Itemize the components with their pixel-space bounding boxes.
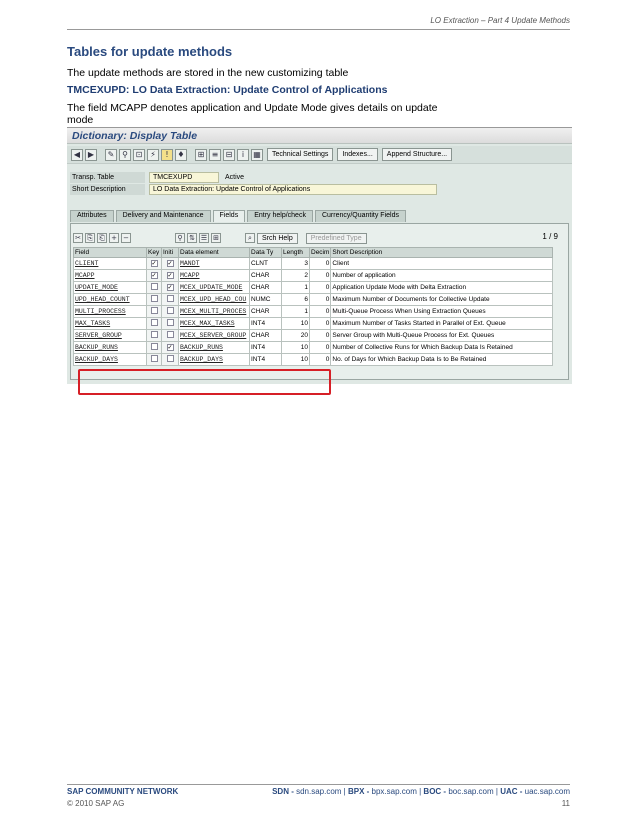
section-title: Tables for update methods (67, 44, 233, 59)
decimals-cell[interactable]: 0 (310, 282, 331, 294)
check-icon[interactable]: ⚡ (147, 149, 159, 161)
tab-fields[interactable]: Fields (213, 210, 246, 222)
copy-icon[interactable]: ⎘ (85, 233, 95, 243)
key-checkbox (147, 282, 162, 294)
table-row[interactable] (74, 294, 553, 306)
length-cell[interactable]: 20 (282, 330, 310, 342)
bpx-link[interactable]: bpx.sap.com | (369, 787, 424, 796)
key-checkbox-box[interactable] (151, 331, 158, 338)
table-row[interactable] (74, 330, 553, 342)
decimals-cell[interactable]: 0 (310, 270, 331, 282)
highlight-box (78, 369, 331, 395)
short-description-field[interactable]: LO Data Extraction: Update Control of Applications (149, 184, 437, 195)
field-name-cell[interactable]: MULTI_PROCESS (74, 306, 147, 318)
table-row[interactable] (74, 342, 553, 354)
activate-object-icon[interactable]: ♦ (175, 149, 187, 161)
technical-settings-button[interactable]: Technical Settings (267, 148, 333, 161)
data-element-cell[interactable]: MCEX_UPD_HEAD_COU (179, 294, 250, 306)
key-checkbox (147, 318, 162, 330)
initial-checkbox (162, 330, 179, 342)
short-description-cell[interactable]: Application Update Mode with Delta Extraction (331, 282, 553, 294)
footer-divider (67, 784, 570, 785)
filter-icon[interactable]: ⚲ (175, 233, 185, 243)
table-row[interactable] (74, 258, 553, 270)
data-element-cell[interactable]: MCEX_MAX_TASKS (179, 318, 250, 330)
field-name-cell[interactable]: UPDATE_MODE (74, 282, 147, 294)
length-cell[interactable]: 3 (282, 258, 310, 270)
short-description-cell[interactable]: Multi-Queue Process When Using Extraction Queues (331, 306, 553, 318)
table-row[interactable] (74, 306, 553, 318)
initial-checkbox-box[interactable] (167, 331, 174, 338)
table-row[interactable] (74, 354, 553, 366)
data-element-cell[interactable]: MCEX_SERVER_GROUP (179, 330, 250, 342)
decimals-cell[interactable]: 0 (310, 258, 331, 270)
initial-checkbox-box[interactable]: ✓ (167, 345, 173, 351)
initial-checkbox (162, 270, 179, 282)
boc-link[interactable]: boc.sap.com | (446, 787, 501, 796)
tab-delivery-maintenance[interactable]: Delivery and Maintenance (116, 210, 211, 222)
object-list-icon[interactable]: ≡ (209, 149, 221, 161)
short-description-cell[interactable]: Server Group with Multi-Queue Process for Ext. Queues (331, 330, 553, 342)
transp-table-field[interactable]: TMCEXUPD (149, 172, 219, 183)
field-name-cell[interactable]: MCAPP (74, 270, 147, 282)
key-checkbox (147, 342, 162, 354)
boc-label: BOC - (423, 787, 447, 796)
initial-checkbox-box[interactable]: ✓ (167, 273, 173, 279)
field-name-cell[interactable]: BACKUP_DAYS (74, 354, 147, 366)
decimals-cell[interactable]: 0 (310, 342, 331, 354)
data-type-cell[interactable]: NUMC (250, 294, 282, 306)
details-icon[interactable]: ☰ (200, 234, 208, 242)
short-description-cell[interactable]: Client (331, 258, 553, 270)
length-cell[interactable]: 1 (282, 306, 310, 318)
key-checkbox-box[interactable] (151, 307, 158, 314)
short-description-cell[interactable]: Number of application (331, 270, 553, 282)
table-contents-icon[interactable]: ▦ (251, 149, 263, 161)
fields-table (73, 247, 553, 366)
where-used-icon[interactable]: ⊞ (195, 149, 207, 161)
data-type-cell[interactable]: CLNT (250, 258, 282, 270)
hierarchy-icon[interactable]: ⊟ (223, 149, 235, 161)
forward-icon[interactable]: ▶ (85, 149, 97, 161)
data-type-cell[interactable]: INT4 (250, 342, 282, 354)
column-header-field[interactable]: Field (74, 248, 147, 258)
key-checkbox-box[interactable] (151, 319, 158, 326)
data-element-cell[interactable]: BACKUP_RUNS (179, 342, 250, 354)
info-icon[interactable]: i (237, 149, 249, 161)
table-row[interactable] (74, 318, 553, 330)
back-icon[interactable]: ◀ (71, 149, 83, 161)
table-subheading: TMCEXUPD: LO Data Extraction: Update Control of Applications (67, 84, 388, 96)
indexes-button[interactable]: Indexes... (337, 148, 377, 161)
footer-network: SAP COMMUNITY NETWORK (67, 787, 179, 796)
data-element-cell[interactable]: MANDT (179, 258, 250, 270)
key-checkbox (147, 258, 162, 270)
field-name-cell[interactable]: SERVER_GROUP (74, 330, 147, 342)
tab-strip (70, 210, 569, 223)
decimals-cell[interactable]: 0 (310, 354, 331, 366)
data-type-cell[interactable]: CHAR (250, 270, 282, 282)
initial-checkbox (162, 294, 179, 306)
initial-checkbox (162, 342, 179, 354)
uac-link[interactable]: uac.sap.com (522, 787, 570, 796)
append-structure-button[interactable]: Append Structure... (382, 148, 452, 161)
data-type-cell[interactable]: CHAR (250, 306, 282, 318)
insert-row-icon[interactable]: + (109, 233, 119, 243)
initial-checkbox (162, 306, 179, 318)
data-element-cell[interactable]: MCAPP (179, 270, 250, 282)
search-help-icon: ⌕ (245, 233, 255, 243)
sap-toolbar (67, 146, 572, 164)
bpx-label: BPX - (347, 787, 370, 796)
key-checkbox (147, 294, 162, 306)
predefined-type-button[interactable]: Predefined Type (306, 233, 367, 244)
table-row[interactable] (74, 270, 553, 282)
tab-entry-help[interactable]: Entry help/check (247, 210, 313, 222)
body-paragraph: The update methods are stored in the new customizing table (67, 67, 349, 79)
short-description-label: Short Description (70, 184, 145, 195)
sdn-label: SDN - (272, 787, 294, 796)
field-name-cell[interactable]: BACKUP_RUNS (74, 342, 147, 354)
sap-window-title: Dictionary: Display Table (67, 128, 572, 144)
column-header-data-element[interactable]: Data element (179, 248, 250, 258)
sap-screenshot (67, 127, 572, 384)
length-cell[interactable]: 6 (282, 294, 310, 306)
fields-toolbar (73, 232, 566, 244)
initial-checkbox (162, 354, 179, 366)
initial-checkbox-box[interactable] (167, 355, 174, 362)
column-header-initial[interactable]: Initi (162, 248, 179, 258)
running-header: LO Extraction – Part 4 Update Methods (430, 16, 570, 25)
delete-row-icon[interactable]: − (121, 233, 131, 243)
uac-label: UAC - (500, 787, 523, 796)
key-checkbox-box[interactable] (151, 343, 158, 350)
data-type-cell[interactable]: CHAR (250, 330, 282, 342)
length-cell[interactable]: 10 (282, 342, 310, 354)
key-checkbox (147, 354, 162, 366)
initial-checkbox-box[interactable]: ✓ (167, 261, 173, 267)
length-cell[interactable]: 1 (282, 282, 310, 294)
sdn-link[interactable]: sdn.sap.com | (293, 787, 348, 796)
page-number: 11 (561, 799, 570, 808)
key-checkbox-box[interactable]: ✓ (151, 261, 157, 267)
column-header-short-description[interactable]: Short Description (331, 248, 553, 258)
footer-links (272, 787, 570, 796)
page-indicator: 1 / 9 (542, 232, 558, 241)
initial-checkbox-box[interactable] (167, 319, 174, 326)
data-type-cell[interactable]: CHAR (250, 282, 282, 294)
key-checkbox-box[interactable] (151, 355, 158, 362)
short-description-cell[interactable]: Maximum Number of Tasks Started in Parallel of Ext. Queue (331, 318, 553, 330)
initial-checkbox-box[interactable]: ✓ (167, 285, 173, 291)
length-cell[interactable]: 10 (282, 354, 310, 366)
data-element-cell[interactable]: MCEX_MULTI_PROCES (179, 306, 250, 318)
display-change-icon[interactable]: ⚲ (119, 149, 131, 161)
field-name-cell[interactable]: UPD_HEAD_COUNT (74, 294, 147, 306)
length-cell[interactable]: 10 (282, 318, 310, 330)
data-element-cell[interactable]: MCEX_UPDATE_MODE (179, 282, 250, 294)
data-element-cell[interactable]: BACKUP_DAYS (179, 354, 250, 366)
test-icon[interactable]: ! (161, 149, 173, 161)
decimals-cell[interactable]: 0 (310, 318, 331, 330)
decimals-cell[interactable]: 0 (310, 294, 331, 306)
decimals-cell[interactable]: 0 (310, 306, 331, 318)
fields-panel (70, 223, 569, 380)
data-type-cell[interactable]: INT4 (250, 318, 282, 330)
srch-help-button[interactable]: Srch Help (257, 233, 298, 244)
footer-copyright: © 2010 SAP AG (67, 799, 125, 808)
body-paragraph-2: The field MCAPP denotes application and Update Mode gives details on update mode (67, 102, 438, 126)
fields-header-row (74, 248, 553, 258)
key-checkbox-box[interactable] (151, 295, 158, 302)
key-checkbox-box[interactable] (151, 283, 158, 290)
length-cell[interactable]: 2 (282, 270, 310, 282)
field-name-cell[interactable]: CLIENT (74, 258, 147, 270)
table-row[interactable] (74, 282, 553, 294)
data-type-cell[interactable]: INT4 (250, 354, 282, 366)
column-header-decimals[interactable]: Decim (311, 249, 330, 256)
initial-checkbox (162, 318, 179, 330)
tab-currency-quantity[interactable]: Currency/Quantity Fields (315, 210, 406, 222)
transp-table-label: Transp. Table (70, 172, 145, 183)
table-status: Active (225, 174, 245, 181)
tab-attributes[interactable]: Attributes (70, 210, 114, 222)
sort-icon[interactable]: ⇅ (187, 233, 197, 243)
column-header-length[interactable]: Length (282, 248, 310, 258)
initial-checkbox (162, 282, 179, 294)
initial-checkbox-box[interactable] (167, 295, 174, 302)
key-checkbox (147, 270, 162, 282)
short-description-cell[interactable]: No. of Days for Which Backup Data Is to Be Retained (331, 354, 553, 366)
initial-checkbox-box[interactable] (167, 307, 174, 314)
header-divider (67, 29, 570, 30)
layout-icon[interactable]: ⊞ (211, 233, 221, 243)
decimals-cell[interactable]: 0 (310, 330, 331, 342)
activate-icon[interactable]: ⊡ (133, 149, 145, 161)
key-checkbox (147, 330, 162, 342)
cut-icon[interactable]: ✂ (73, 233, 83, 243)
initial-checkbox (162, 258, 179, 270)
short-description-cell[interactable]: Number of Collective Runs for Which Backup Data Is Retained (331, 342, 553, 354)
other-object-icon[interactable]: ✎ (105, 149, 117, 161)
column-header-data-type[interactable]: Data Ty (250, 248, 282, 258)
key-checkbox-box[interactable]: ✓ (151, 273, 157, 279)
paste-icon[interactable]: ⎗ (97, 233, 107, 243)
field-name-cell[interactable]: MAX_TASKS (74, 318, 147, 330)
column-header-key[interactable]: Key (147, 248, 162, 258)
key-checkbox (147, 306, 162, 318)
short-description-cell[interactable]: Maximum Number of Documents for Collective Update (331, 294, 553, 306)
